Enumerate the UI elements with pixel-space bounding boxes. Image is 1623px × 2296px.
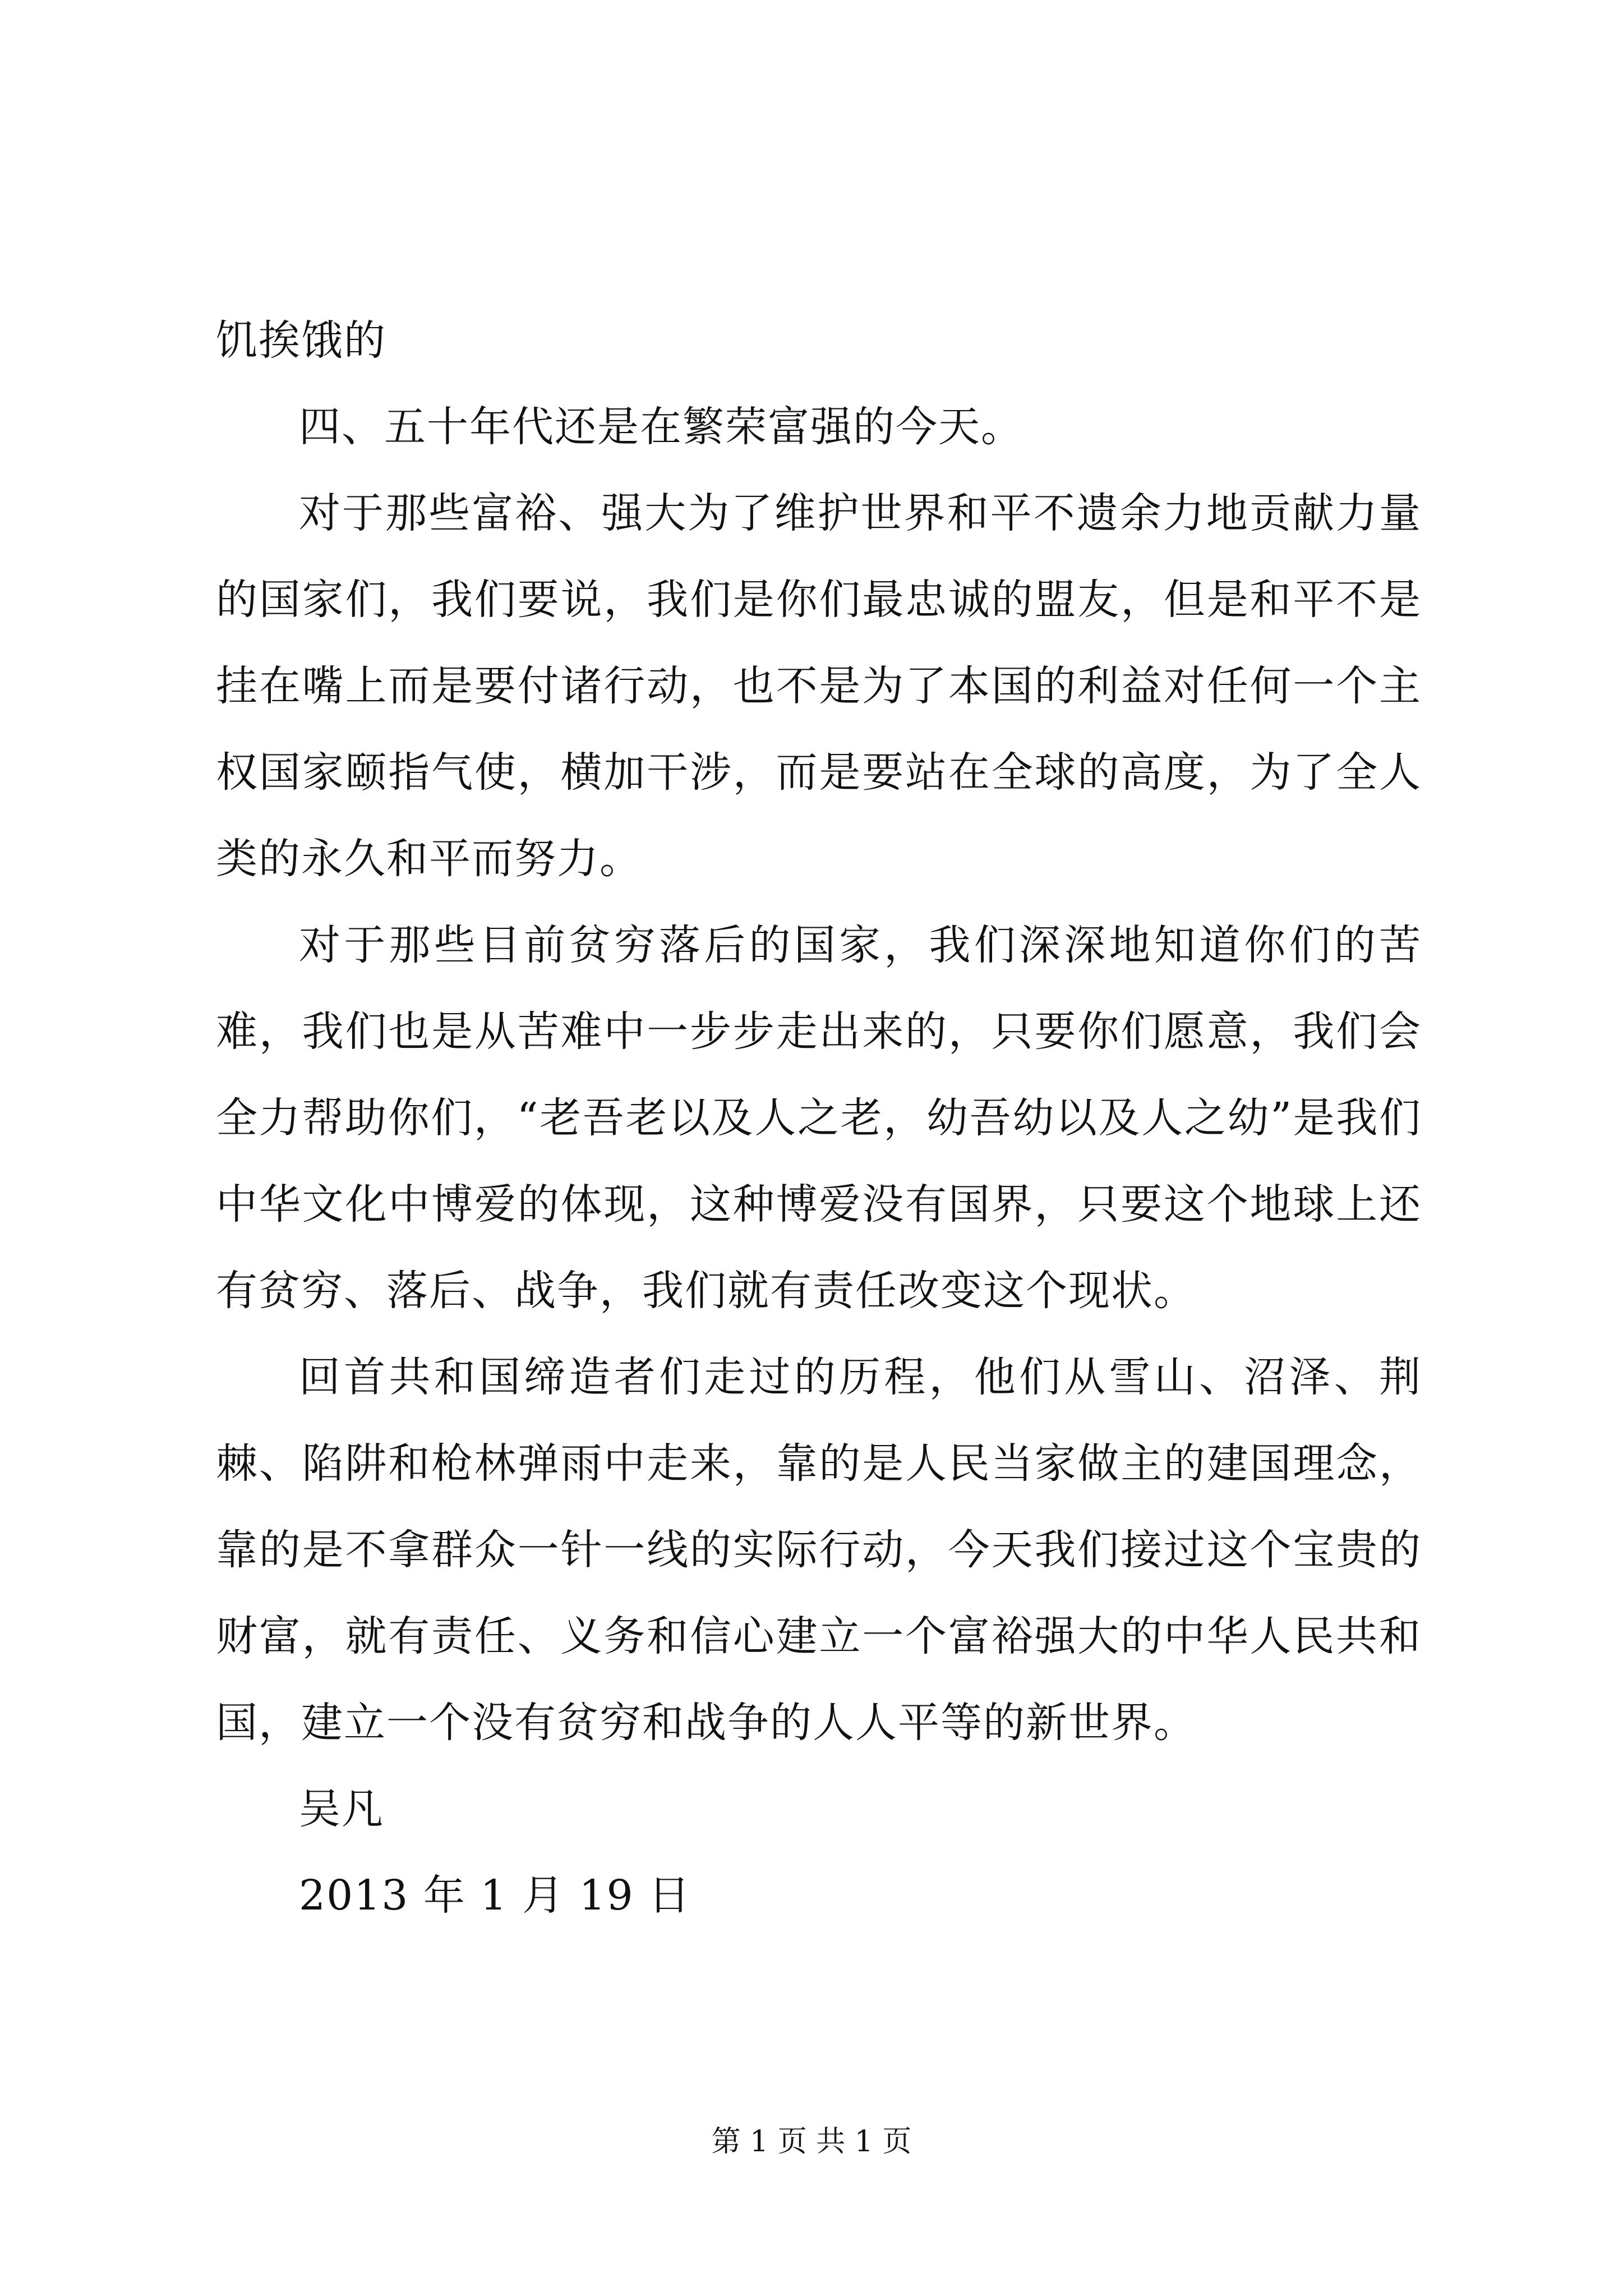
document-body xyxy=(216,297,1422,1939)
date: 2013 年 1 月 19 日 xyxy=(299,1871,691,1920)
signature: 吴凡 xyxy=(299,1785,384,1833)
page-number-footer: 第 1 页 共 1 页 xyxy=(711,2125,912,2159)
paragraph-continuation: 饥挨饿的 xyxy=(216,316,386,365)
paragraph-1: 四、五十年代还是在繁荣富强的今天。 xyxy=(299,403,1023,451)
paragraph-2: 对于那些富裕、强大为了维护世界和平不遗余力地贡献力量的国家们，我们要说，我们是你们最忠诚的盟友，但是和平不是挂在嘴上而是要付诸行动，也不是为了本国的利益对任何一个主权国家颐指气使，横加干涉，而是要站在全球的高度，为了全人类的永久和平而努力。 xyxy=(216,489,1422,883)
paragraph-3: 对于那些目前贫穷落后的国家，我们深深地知道你们的苦难，我们也是从苦难中一步步走出来的，只要你们愿意，我们会全力帮助你们，“老吾老以及人之老，幼吾幼以及人之幼”是我们中华文化中博爱的体现，这种博爱没有国界，只要这个地球上还有贫穷、落后、战争，我们就有责任改变这个现状。 xyxy=(216,921,1422,1315)
paragraph-4: 回首共和国缔造者们走过的历程，他们从雪山、沼泽、荆棘、陷阱和枪林弹雨中走来，靠的是人民当家做主的建国理念，靠的是不拿群众一针一线的实际行动，今天我们接过这个宝贵的财富，就有责任、义务和信心建立一个富裕强大的中华人民共和国，建立一个没有贫穷和战争的人人平等的新世界。 xyxy=(216,1353,1422,1747)
